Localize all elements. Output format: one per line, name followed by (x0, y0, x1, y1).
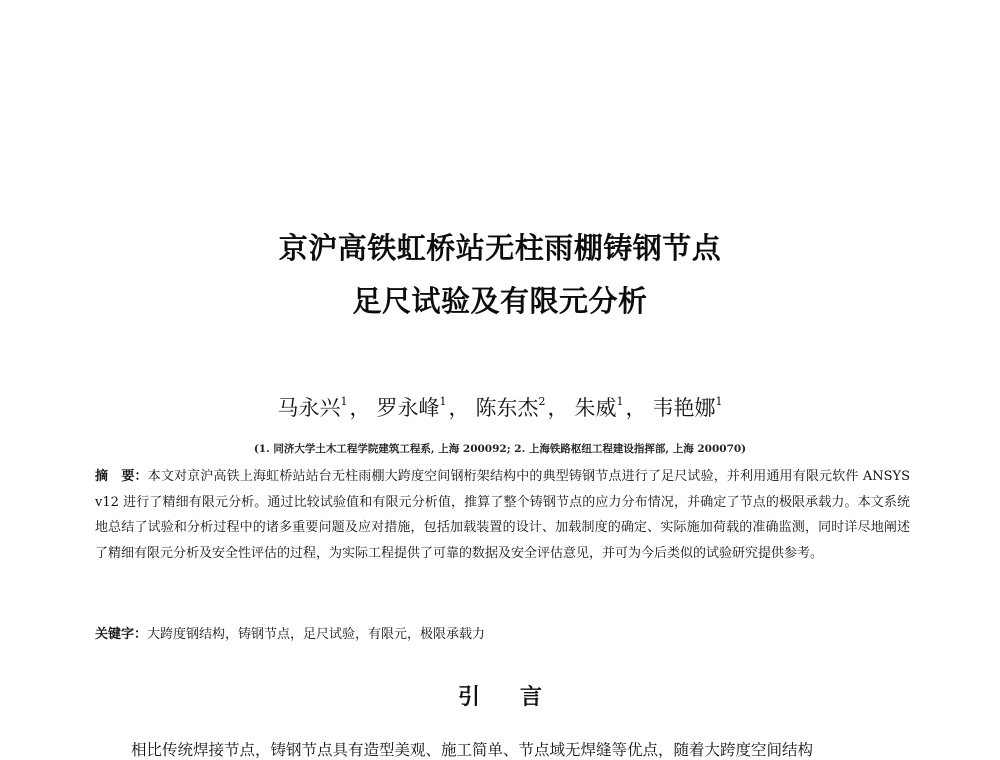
abstract (95, 464, 910, 566)
paper-title-line-2: 足尺试验及有限元分析 (352, 284, 648, 318)
section-heading-introduction: 引言 (457, 685, 582, 710)
body-paragraph: 相比传统焊接节点，铸钢节点具有造型美观、施工简单、节点域无焊缝等优点，随着大跨度空间结构 (131, 741, 814, 759)
author: 马永兴$^1$ (277, 395, 348, 420)
paper-title-line-1: 京沪高铁虹桥站无柱雨棚铸钢节点 (278, 231, 722, 265)
abstract-text: 本文对京沪高铁上海虹桥站站台无柱雨棚大跨度空间钢桁架结构中的典型铸钢节点进行了足尺试验，并利用通用有限元软件 ANSYS v12 进行了精细有限元分析。通过比较试验值和有限元分析值，推算了整个铸钢节点的应力分布情况，并确定了节点的极限承载力。本文系统地总结了试验和分析过程中的诸多重要问题及应对措施，包括加载装置的设计、加载制度的确定、实际施加荷载的准确监测，同时详尽地阐述了精细有限元分析及安全性评估的过程，为实际工程提供了可靠的数据及安全评估意见，并可为今后类似的试验研究提供参考。 (95, 469, 910, 561)
author: 罗永峰$^1$ (376, 395, 447, 420)
author: 朱威$^1$ (574, 395, 624, 420)
keywords-text: 大跨度钢结构，铸钢节点，足尺试验，有限元，极限承载力 (147, 627, 486, 642)
author-list: 马永兴$^1$， 罗永峰$^1$， 陈东杰$^2$， 朱威$^1$， 韦艳娜$^1$ (277, 395, 723, 420)
author: 陈东杰$^2$ (475, 395, 546, 420)
abstract-label: 摘 要： (95, 469, 148, 484)
author: 韦艳娜$^1$ (652, 395, 723, 420)
keywords-label: 关键字： (95, 627, 148, 642)
affiliation: (1. 同济大学土木工程学院建筑工程系, 上海 200092; 2. 上海铁路枢纽工程建设指挥部, 上海 200070) (253, 443, 747, 455)
keywords (95, 623, 910, 642)
